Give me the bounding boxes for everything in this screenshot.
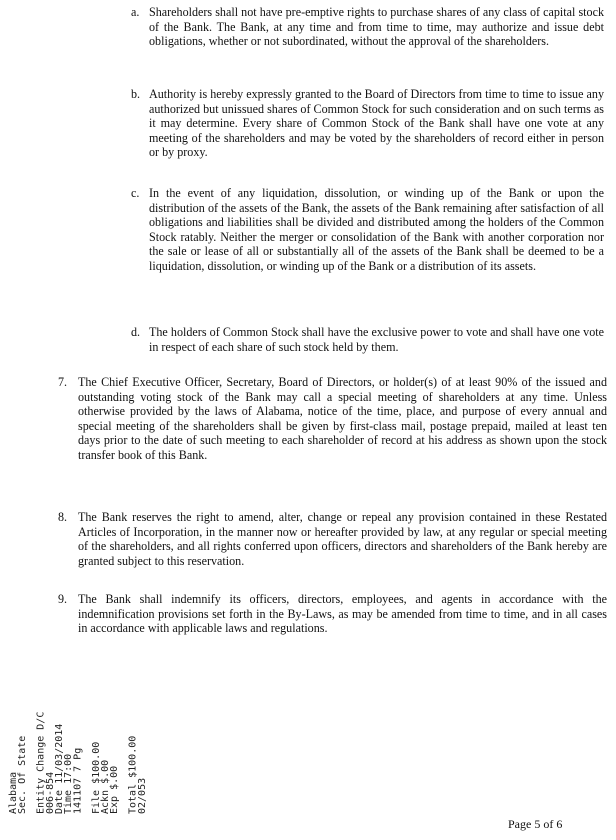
subitem-label: d. [131, 325, 141, 339]
item-text: The Bank reserves the right to amend, alter, change or repeal any provision contained in these Restated Articles of Incorporation, in the manner now or hereafter provided by law, at any regular or special meeting of the shareholders, and all rights conferred upon officers, directors and shareholders of the Bank hereby are granted subject to this reservation. [78, 510, 607, 568]
stamp-line: Exp $.00 [109, 765, 121, 814]
stamp-line: Time 17:00 [63, 753, 75, 814]
item-text: The Chief Executive Officer, Secretary, Board of Directors, or holder(s) of at least 90% of the issued and outstanding voting stock of the Bank may call a special meeting of shareholders at any time. Unless otherwise provided by the laws of Alabama, notice of the time, place, and purpose of every annual and special meeting of the shareholders shall be given by first-class mail, postage prepaid, mailed at least ten days prior to the date of such meeting to each shareholder of record at his address as shown upon the stock transfer book of this Bank. [78, 375, 607, 462]
subitem-c [131, 186, 604, 274]
item-9 [58, 592, 607, 636]
stamp-line: 02/053 [136, 777, 148, 814]
stamp-line: 141107 7 Pg [72, 747, 84, 814]
subitem-text: The holders of Common Stock shall have the exclusive power to vote and shall have one vote in respect of each share of such stock held by them. [149, 325, 604, 354]
stamp-line: Ackn $.00 [100, 759, 111, 814]
stamp-line: Alabama [8, 771, 19, 814]
item-label: 9. [58, 592, 68, 606]
subitem-text: In the event of any liquidation, dissolution, or winding up of the Bank or upon the distribution of the assets of the Bank, the assets of the Bank remaining after satisfaction of all obligations and liabilities shall be divided and distributed among the holders of the Common Stock ratably. Neither the merger or consolidation of the Bank with another corporation nor the sale or lease of all or substantially all of the assets of the Bank shall be deemed to be a liquidation, dissolution, or winding up of the Bank or a distribution of its assets. [149, 186, 604, 273]
subitem-text: Shareholders shall not have pre-emptive rights to purchase shares of any class of capital stock of the Bank. The Bank, at any time and from time to time, may authorize and issue debt obligations, whether or not subordinated, without the approval of the shareholders. [149, 5, 604, 49]
item-7 [58, 375, 607, 463]
stamp-line: Sec. Of State [17, 735, 29, 814]
stamp-line: Entity Change D/C [35, 711, 47, 814]
subitem-label: c. [131, 186, 140, 200]
stamp-line: Date 11/03/2014 [54, 723, 65, 814]
item-text: The Bank shall indemnify its officers, directors, employees, and agents in accordance with the indemnification provisions set forth in the By-Laws, as may be amended from time to time, and in all cases in accordance with applicable laws and regulations. [78, 592, 607, 636]
subitem-text: Authority is hereby expressly granted to the Board of Directors from time to time to issue any authorized but unissued shares of Common Stock for such consideration and on such terms as it may determine. Every share of Common Stock of the Bank shall have one vote at any meeting of the shareholders and may be voted by the shareholders of record either in person or by proxy. [149, 87, 604, 160]
subitem-b [131, 87, 604, 160]
item-label: 8. [58, 510, 68, 524]
stamp-line: Total $100.00 [127, 735, 139, 814]
item-label: 7. [58, 375, 68, 389]
filing-stamp [4, 696, 150, 816]
subitem-label: a. [131, 5, 140, 19]
subitem-a [131, 5, 604, 49]
subitem-d [131, 325, 604, 354]
stamp-line: File $100.00 [90, 741, 102, 814]
filing-stamp-svg [4, 696, 150, 816]
page-number: Page 5 of 6 [508, 817, 563, 831]
item-8 [58, 510, 607, 568]
stamp-line: 006-854 [44, 771, 56, 814]
subitem-label: b. [131, 87, 141, 101]
